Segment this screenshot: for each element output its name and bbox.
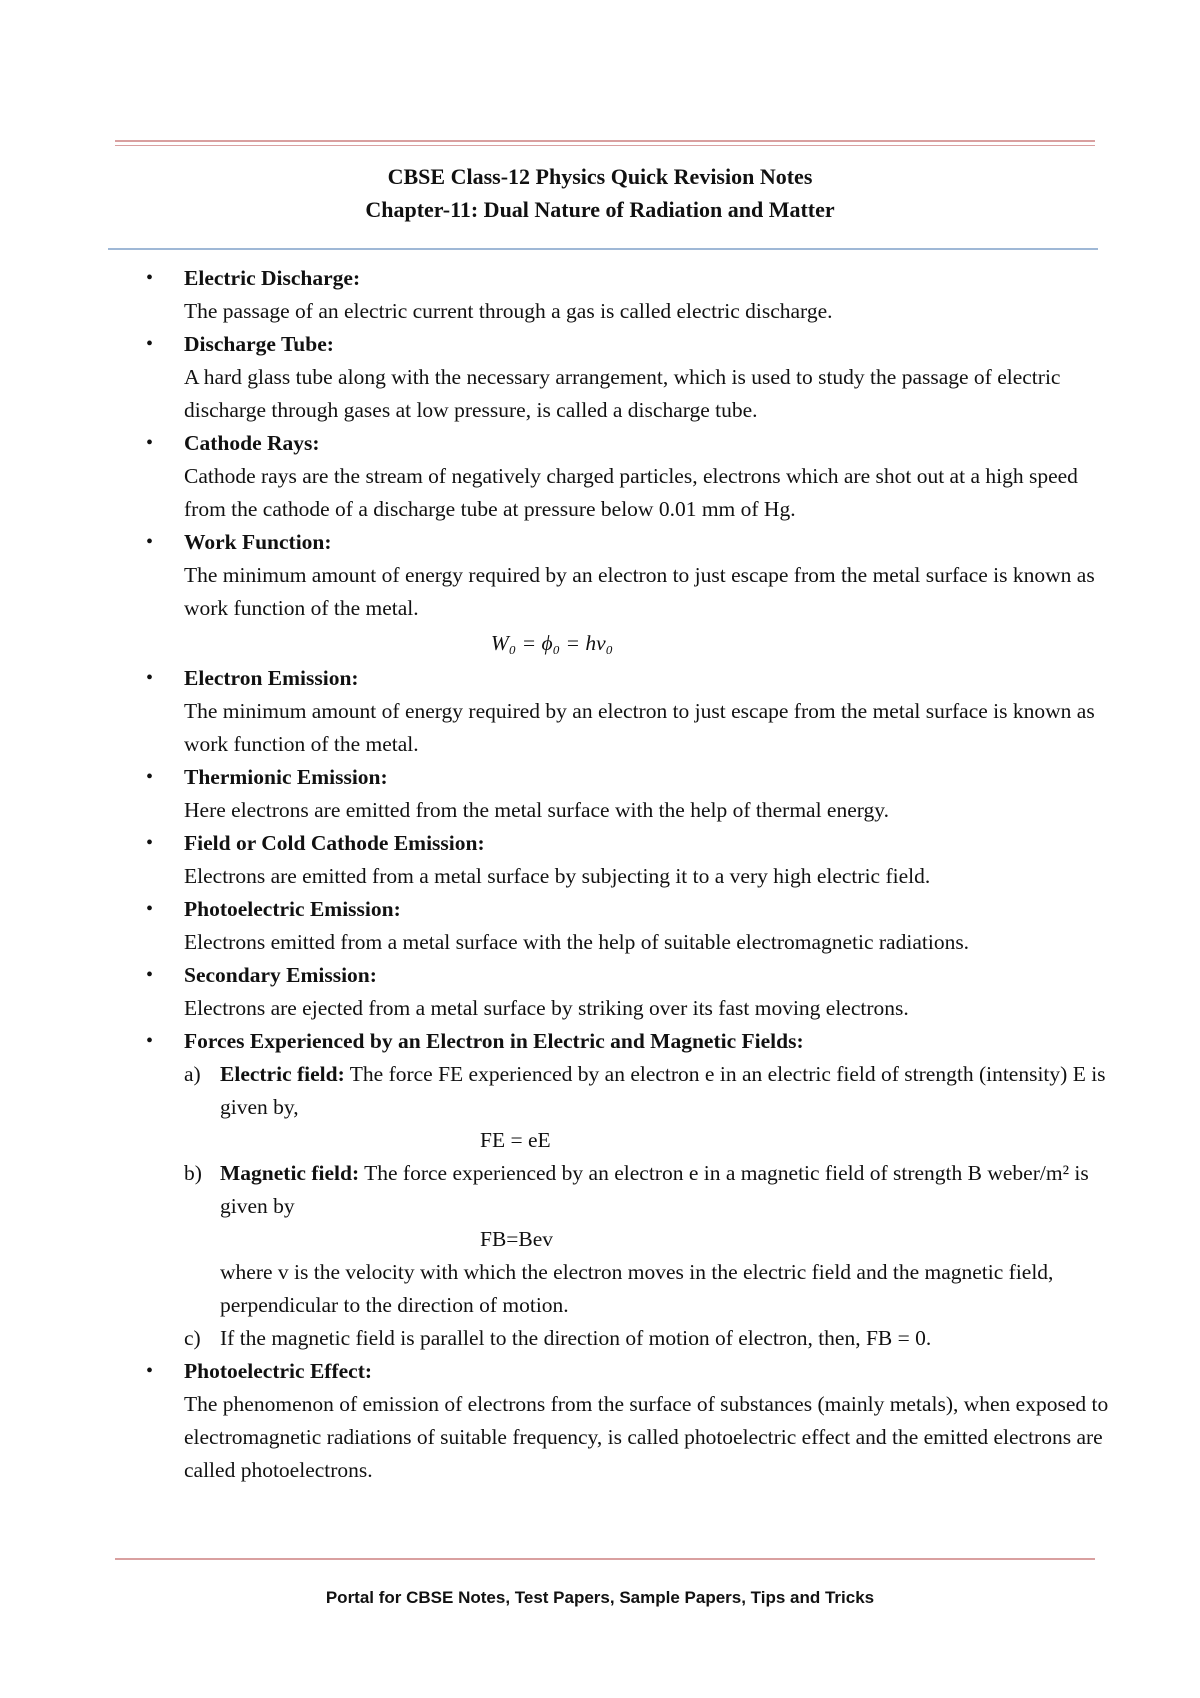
sub-item-title: Electric field: bbox=[220, 1062, 345, 1086]
footer-rule bbox=[115, 1558, 1095, 1560]
item-title: • Secondary Emission: bbox=[184, 963, 377, 987]
item-text: Here electrons are emitted from the metal surface with the help of thermal energy. bbox=[184, 798, 890, 822]
list-item bbox=[140, 1355, 1120, 1487]
item-text: Electrons are ejected from a metal surface by striking over its fast moving electrons. bbox=[184, 996, 909, 1020]
electric-force-equation: FE = eE bbox=[480, 1128, 551, 1152]
list-item bbox=[140, 827, 1120, 893]
sub-item-text: If the magnetic field is parallel to the direction of motion of electron, then, FB = 0. bbox=[220, 1326, 932, 1350]
item-text: Cathode rays are the stream of negatively charged particles, electrons which are shot out at a high speed from the cathode of a discharge tube at pressure below 0.01 mm of Hg. bbox=[184, 464, 1078, 521]
list-item bbox=[140, 262, 1120, 328]
item-text: The minimum amount of energy required by an electron to just escape from the metal surface is known as work function of the metal. bbox=[184, 699, 1095, 756]
header-rule-bottom bbox=[108, 248, 1098, 250]
work-function-formula: W₀ = ϕ₀ = hν₀ bbox=[490, 631, 614, 655]
item-title: • Thermionic Emission: bbox=[184, 765, 388, 789]
sub-item-label: a) bbox=[184, 1062, 201, 1086]
page-footer: Portal for CBSE Notes, Test Papers, Sample Papers, Tips and Tricks bbox=[325, 1588, 875, 1607]
sub-item-label: b) bbox=[184, 1161, 202, 1185]
page-header bbox=[0, 160, 1200, 226]
sub-item-note: where v is the velocity with which the electron moves in the electric field and the magnetic field, perpendicular to the direction of motion. bbox=[220, 1260, 1054, 1317]
list-item bbox=[140, 893, 1120, 959]
item-title: • Work Function: bbox=[184, 530, 332, 554]
item-title: • Forces Experienced by an Electron in Electric and Magnetic Fields: bbox=[184, 1029, 804, 1053]
item-title: • Photoelectric Effect: bbox=[184, 1359, 373, 1383]
item-text: Electrons are emitted from a metal surface by subjecting it to a very high electric field. bbox=[184, 864, 931, 888]
sub-item-title: Magnetic field: bbox=[220, 1161, 360, 1185]
list-item bbox=[140, 328, 1120, 427]
header-rule-top bbox=[115, 140, 1095, 142]
header-rule-top-thin bbox=[115, 145, 1095, 146]
sub-item-magnetic-field bbox=[184, 1157, 1120, 1322]
item-title: • Cathode Rays: bbox=[184, 431, 320, 455]
list-item bbox=[140, 526, 1120, 660]
item-text: Electrons emitted from a metal surface with the help of suitable electromagnetic radiations. bbox=[184, 930, 970, 954]
item-text: A hard glass tube along with the necessary arrangement, which is used to study the passage of electric discharge through gases at low pressure, is called a discharge tube. bbox=[184, 365, 1061, 422]
magnetic-force-equation: FB=Bev bbox=[480, 1227, 554, 1251]
sub-item-parallel-field bbox=[184, 1322, 1120, 1355]
sub-item-electric-field bbox=[184, 1058, 1120, 1157]
item-title: • Electron Emission: bbox=[184, 666, 359, 690]
chapter-title: Chapter-11: Dual Nature of Radiation and Matter bbox=[365, 197, 835, 222]
item-title: • Field or Cold Cathode Emission: bbox=[184, 831, 485, 855]
item-title: • Photoelectric Emission: bbox=[184, 897, 401, 921]
list-item bbox=[140, 662, 1120, 761]
list-item bbox=[140, 427, 1120, 526]
list-item bbox=[140, 761, 1120, 827]
sub-item-text: The force FE experienced by an electron e in an electric field of strength (intensity) E is given by, bbox=[220, 1062, 1106, 1119]
sub-item-text: The force experienced by an electron e in a magnetic field of strength B weber/m² is given by bbox=[220, 1161, 1089, 1218]
page-title: CBSE Class-12 Physics Quick Revision Notes bbox=[387, 164, 813, 189]
list-item bbox=[140, 1025, 1120, 1355]
item-text: The minimum amount of energy required by an electron to just escape from the metal surface is known as work function of the metal. bbox=[184, 563, 1095, 620]
sub-item-label: c) bbox=[184, 1326, 201, 1350]
list-item bbox=[140, 959, 1120, 1025]
notes-list bbox=[140, 262, 1120, 1487]
item-text: The passage of an electric current through a gas is called electric discharge. bbox=[184, 299, 833, 323]
item-text: The phenomenon of emission of electrons from the surface of substances (mainly metals), when exposed to electromagnetic radiations of suitable frequency, is called photoelectric effect and the emitted electrons are called photoelectrons. bbox=[184, 1392, 1109, 1482]
item-title: • Electric Discharge: bbox=[184, 266, 361, 290]
item-title: • Discharge Tube: bbox=[184, 332, 334, 356]
